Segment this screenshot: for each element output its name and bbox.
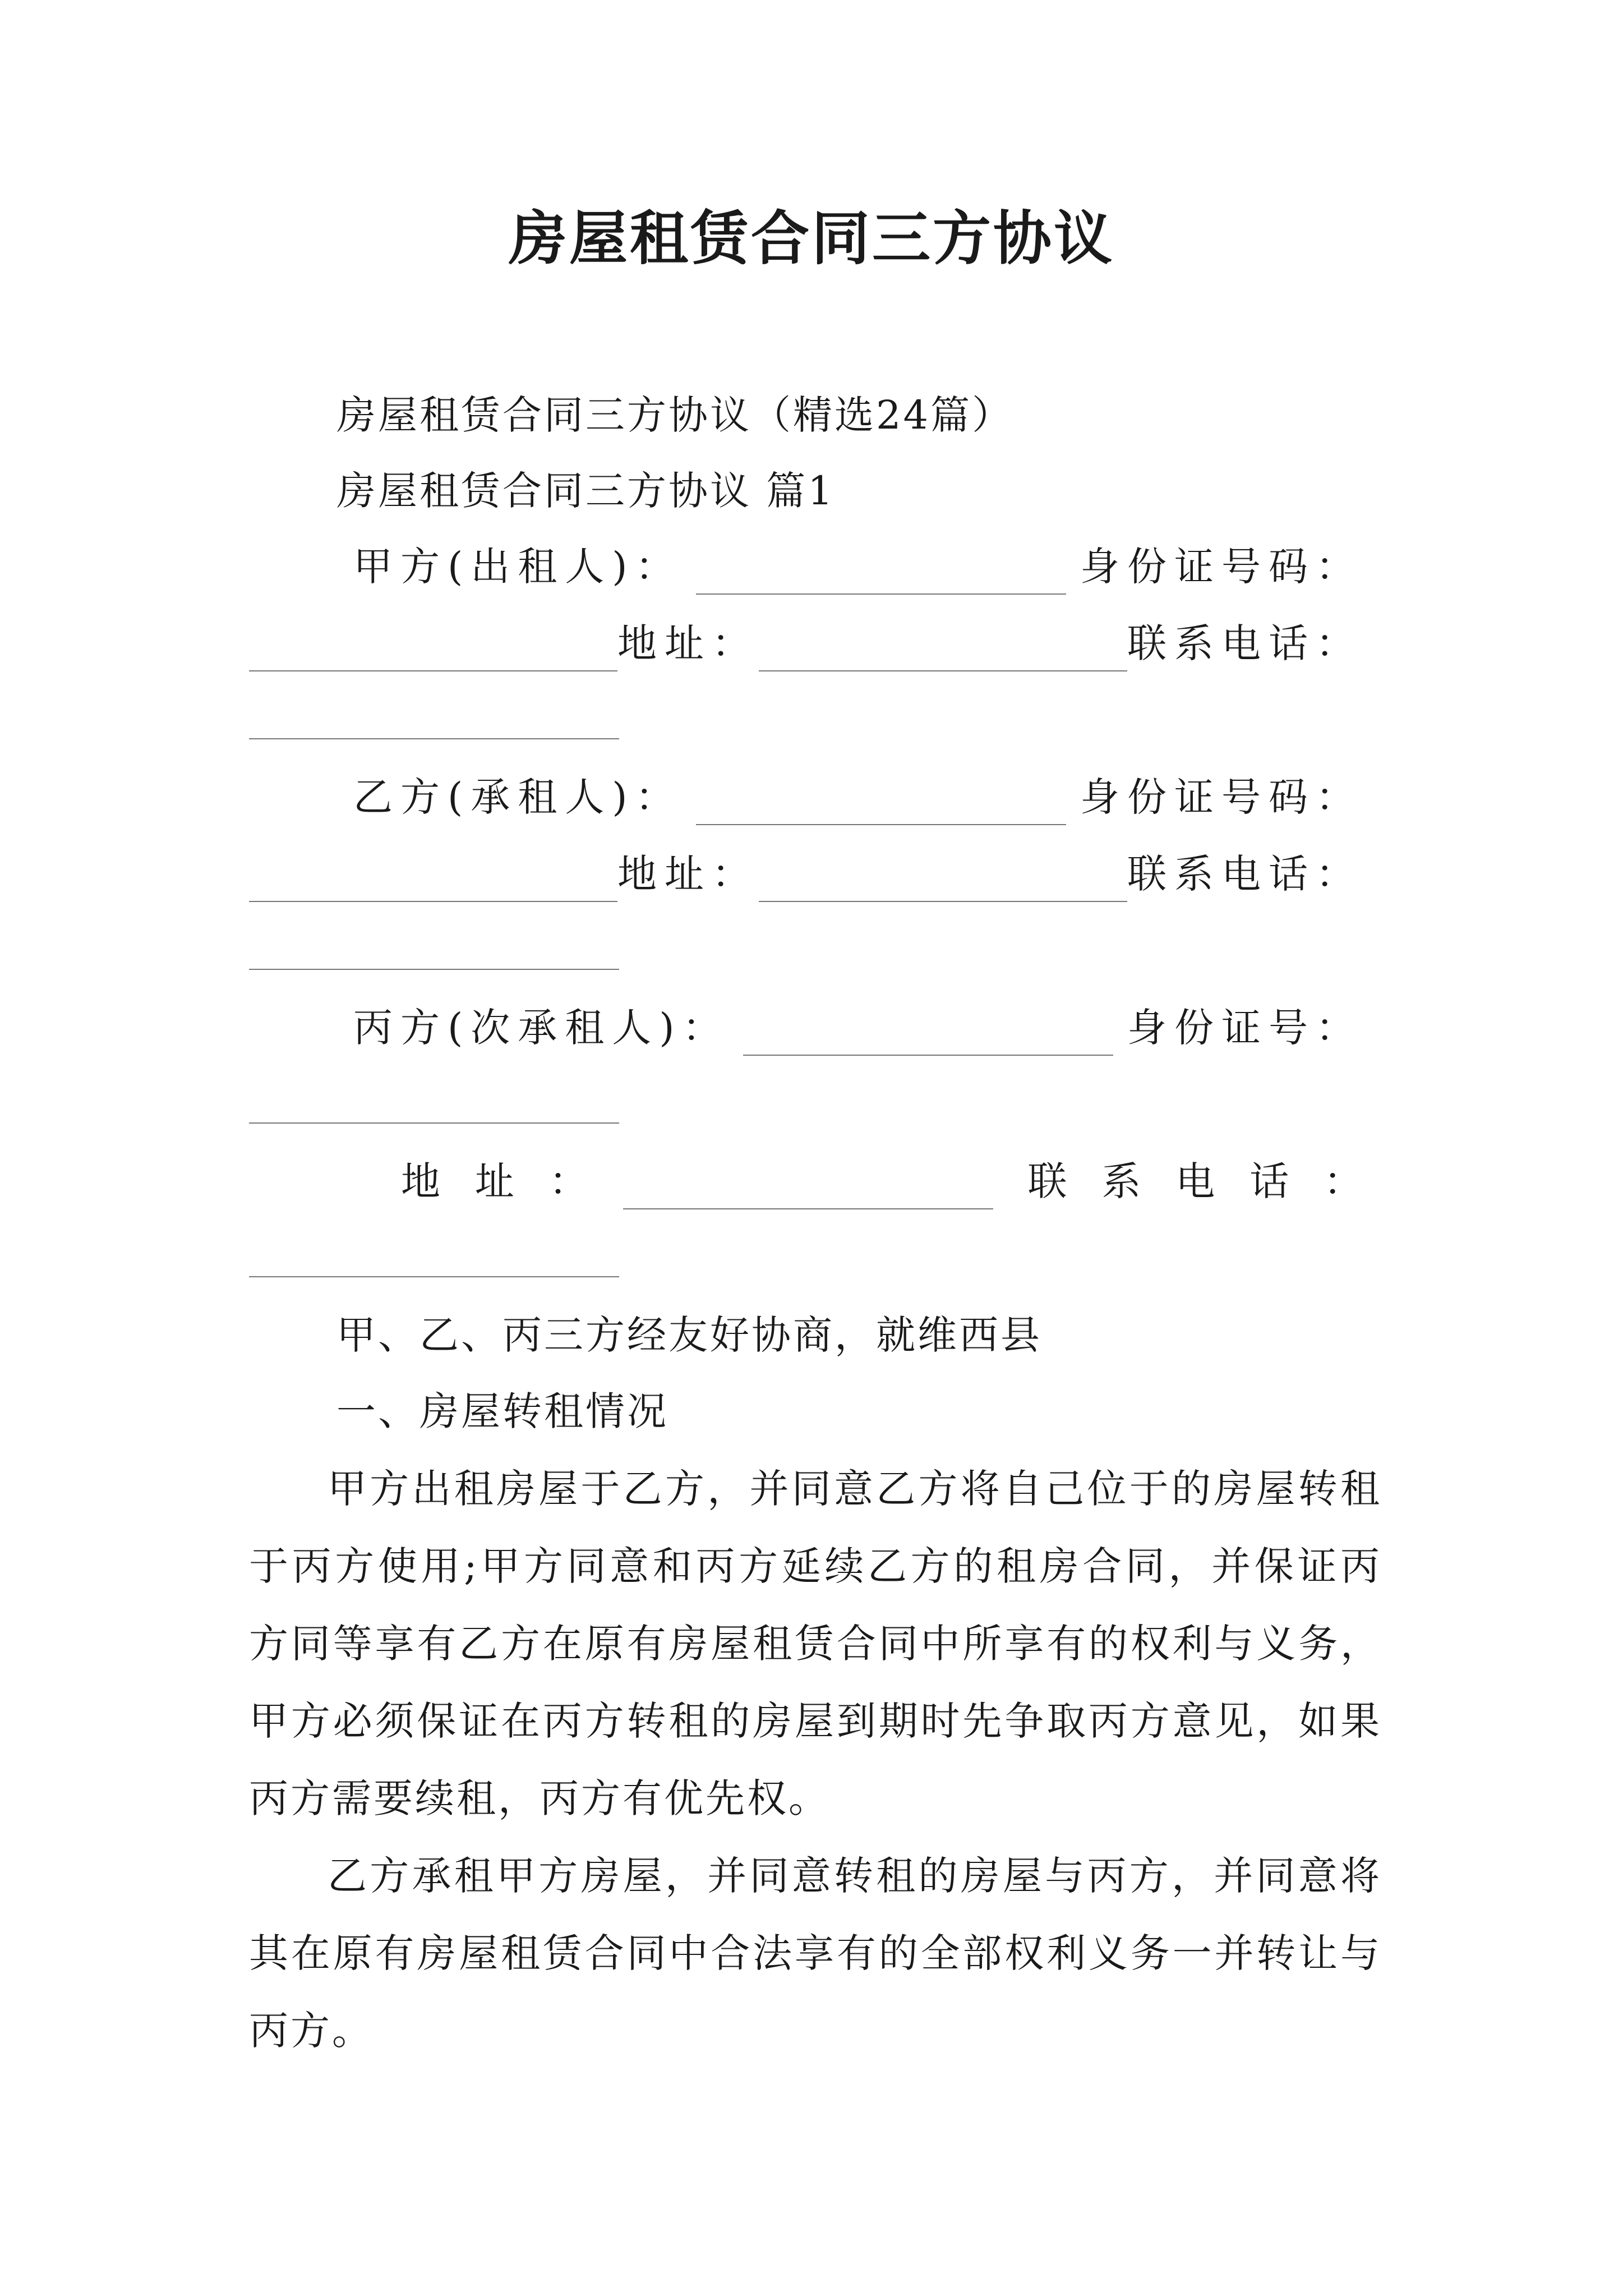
party-c-id-label: 身份证号： (1127, 1005, 1363, 1051)
party-b-id-blank (249, 862, 617, 902)
party-a-phone-blank (249, 738, 619, 739)
party-a-id-label: 身份证号码： (1080, 544, 1363, 590)
party-b-address-blank (759, 862, 1127, 902)
party-c-phone-label-1: 联 (1027, 1158, 1067, 1204)
party-b-phone-blank (249, 969, 619, 970)
party-a-name-blank (696, 554, 1066, 595)
intro-text: 甲、乙、丙三方经友好协商，就维西县 (336, 1312, 1042, 1358)
party-c-phone-label-4: 话 (1249, 1158, 1289, 1204)
party-c-address-label-1: 地 (401, 1158, 440, 1204)
party-b-name-blank (696, 785, 1066, 825)
party-c-phone-label-2: 系 (1101, 1158, 1141, 1204)
party-c-phone-colon: ： (1324, 1158, 1363, 1204)
paragraph-1: 甲方出租房屋于乙方，并同意乙方将自己位于的房屋转租于丙方使用;甲方同意和丙方延续乙方的租房合同，并保证丙方同等享有乙方在原有房屋租赁合同中所享有的权利与义务，甲方必须保证在丙方转租的房屋到期时先争取丙方意见，如果丙方需要续租，丙方有优先权。 (249, 1466, 1382, 1821)
party-b-id-label: 身份证号码： (1080, 774, 1363, 820)
party-b-phone-label: 联系电话： (1127, 851, 1363, 897)
party-a-label: 甲方(出租人)： (353, 544, 683, 590)
section-one-heading: 一、房屋转租情况 (336, 1388, 668, 1434)
section-heading: 房屋租赁合同三方协议 篇1 (336, 468, 835, 514)
party-a-address-blank (759, 631, 1127, 671)
party-b-address-label: 地址： (617, 851, 759, 897)
party-c-id-blank (249, 1122, 619, 1124)
party-c-phone-blank (249, 1276, 619, 1277)
party-a-id-blank (249, 631, 617, 671)
party-b-row-1 (353, 769, 1363, 825)
party-c-address-label-2: 址 (474, 1158, 514, 1204)
document-title: 房屋租赁合同三方协议 (508, 204, 1114, 273)
party-c-address-blank (623, 1169, 993, 1209)
party-a-address-label: 地址： (617, 620, 759, 666)
party-a-phone-label: 联系电话： (1127, 620, 1363, 666)
party-b-row-2 (249, 846, 1363, 902)
party-c-phone-label-3: 电 (1175, 1158, 1215, 1204)
party-b-label: 乙方(承租人)： (353, 774, 683, 820)
party-c-name-blank (743, 1015, 1113, 1056)
party-a-row-1 (353, 539, 1363, 595)
party-c-row-1 (353, 1000, 1363, 1056)
party-c-row-2 (401, 1153, 1363, 1209)
party-c-label: 丙方(次承租人)： (353, 1005, 730, 1051)
paragraph-2: 乙方承租甲方房屋，并同意转租的房屋与丙方，并同意将其在原有房屋租赁合同中合法享有的全部权利义务一并转让与丙方。 (249, 1853, 1382, 2054)
party-a-row-2 (249, 615, 1363, 671)
party-c-address-colon: ： (548, 1158, 588, 1204)
document-subtitle: 房屋租赁合同三方协议（精选24篇） (336, 392, 1014, 438)
